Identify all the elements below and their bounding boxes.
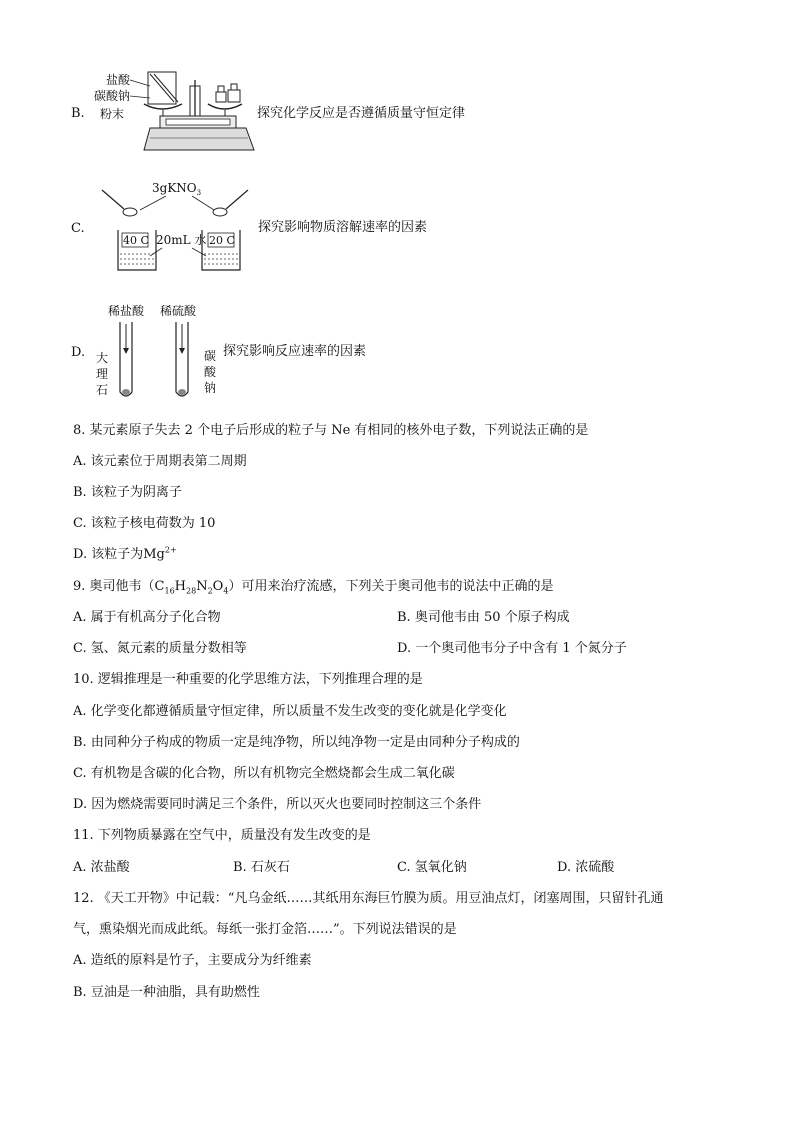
solid-left-char-1: 大 [96, 351, 109, 365]
fig-label-powder: 粉末 [100, 107, 125, 121]
q12-stem-line-2: 气，熏染烟光而成此纸。每纸一张打金箔……”。下列说法错误的是 [73, 922, 457, 937]
fig-label-hydrochloric-acid: 盐酸 [106, 73, 131, 87]
q10-option-a: A. 化学变化都遵循质量守恒定律，所以质量不发生改变的变化就是化学变化 [73, 704, 507, 719]
q12-option-b: B. 豆油是一种油脂，具有助燃性 [73, 985, 260, 1000]
q10-option-b: B. 由同种分子构成的物质一定是纯净物，所以纯净物一定是由同种分子构成的 [73, 735, 520, 750]
q11-option-c: C. 氢氧化钠 [397, 860, 467, 875]
q10-option-d: D. 因为燃烧需要同时满足三个条件，所以灭火也要同时控制这三个条件 [73, 797, 482, 812]
q9-option-d: D. 一个奥司他韦分子中含有 1 个氮分子 [397, 641, 627, 656]
balance-figure [90, 66, 255, 158]
option-b-letter: B. [71, 106, 85, 121]
q8-ion-charge: 2+ [164, 545, 177, 555]
q12-stem-line-1: 12. 《天工开物》中记载：“凡乌金纸……其纸用东海巨竹膜为质。用豆油点灯，闭塞周围，只留针孔通 [73, 891, 664, 906]
solid-right-char-2: 酸 [204, 365, 217, 379]
solid-left-char-3: 石 [96, 383, 109, 397]
water-label: 20mL 水 [156, 233, 207, 247]
solid-left-char-2: 理 [96, 367, 109, 381]
q12-option-a: A. 造纸的原料是竹子，主要成分为纤维素 [73, 953, 312, 968]
q11-option-d: D. 浓硫酸 [557, 860, 615, 875]
q10-option-c: C. 有机物是含碳的化合物，所以有机物完全燃烧都会生成二氧化碳 [73, 766, 455, 781]
q8-option-d [73, 547, 177, 563]
q8-stem: 8. 某元素原子失去 2 个电子后形成的粒子与 Ne 有相同的核外电子数，下列说法正确的是 [73, 423, 589, 438]
q9-formula-h: H [174, 579, 187, 594]
solid-right-char-3: 钠 [204, 381, 217, 395]
q9-option-c: C. 氢、氮元素的质量分数相等 [73, 641, 247, 656]
acid-left-label: 稀盐酸 [108, 304, 145, 318]
q8-option-d-text: D. 该粒子为 [73, 547, 144, 562]
q8-option-c: C. 该粒子核电荷数为 10 [73, 516, 216, 531]
option-b-text: 探究化学反应是否遵循质量守恒定律 [257, 106, 466, 121]
q8-option-a: A. 该元素位于周期表第二周期 [73, 454, 247, 469]
option-d-text: 探究影响反应速率的因素 [223, 344, 367, 359]
q8-ion-symbol: Mg [143, 547, 165, 562]
q9-formula-n-count: 2 [207, 586, 213, 596]
q9-formula-o: O [212, 579, 224, 594]
q9-stem-post: ）可用来治疗流感，下列关于奥司他韦的说法中正确的是 [228, 579, 554, 594]
temp-left-label: 40 C [123, 234, 149, 247]
test-tube-figure [90, 300, 225, 405]
q11-option-b: B. 石灰石 [233, 860, 290, 875]
fig-label-sodium-carbonate: 碳酸钠 [94, 89, 131, 103]
option-c-text: 探究影响物质溶解速率的因素 [258, 220, 428, 235]
q9-option-b: B. 奥司他韦由 50 个原子构成 [397, 610, 570, 625]
option-d-letter: D. [71, 345, 86, 360]
q9-formula-o-count: 4 [223, 586, 229, 596]
svg-text:3gKNO3 [152, 181, 201, 197]
reagent-label: 3gKNO [152, 181, 197, 195]
acid-right-label: 稀硫酸 [160, 304, 197, 318]
q9-formula-n: N [196, 579, 208, 594]
option-c-letter: C. [71, 221, 85, 236]
solid-right-char-1: 碳 [204, 349, 217, 363]
q9-stem [73, 579, 553, 595]
q9-option-a: A. 属于有机高分子化合物 [73, 610, 221, 625]
q9-formula-h-count: 28 [186, 586, 197, 596]
q11-option-a: A. 浓盐酸 [73, 860, 130, 875]
q10-stem: 10. 逻辑推理是一种重要的化学思维方法，下列推理合理的是 [73, 672, 423, 687]
q11-stem: 11. 下列物质暴露在空气中，质量没有发生改变的是 [73, 828, 371, 843]
temp-right-label: 20 C [209, 234, 235, 247]
q8-option-b: B. 该粒子为阴离子 [73, 485, 182, 500]
dissolution-figure [96, 176, 256, 276]
q9-stem-pre: 9. 奥司他韦（C [73, 579, 165, 594]
q9-formula-c-count: 16 [164, 586, 175, 596]
reagent-subscript: 3 [196, 189, 202, 197]
